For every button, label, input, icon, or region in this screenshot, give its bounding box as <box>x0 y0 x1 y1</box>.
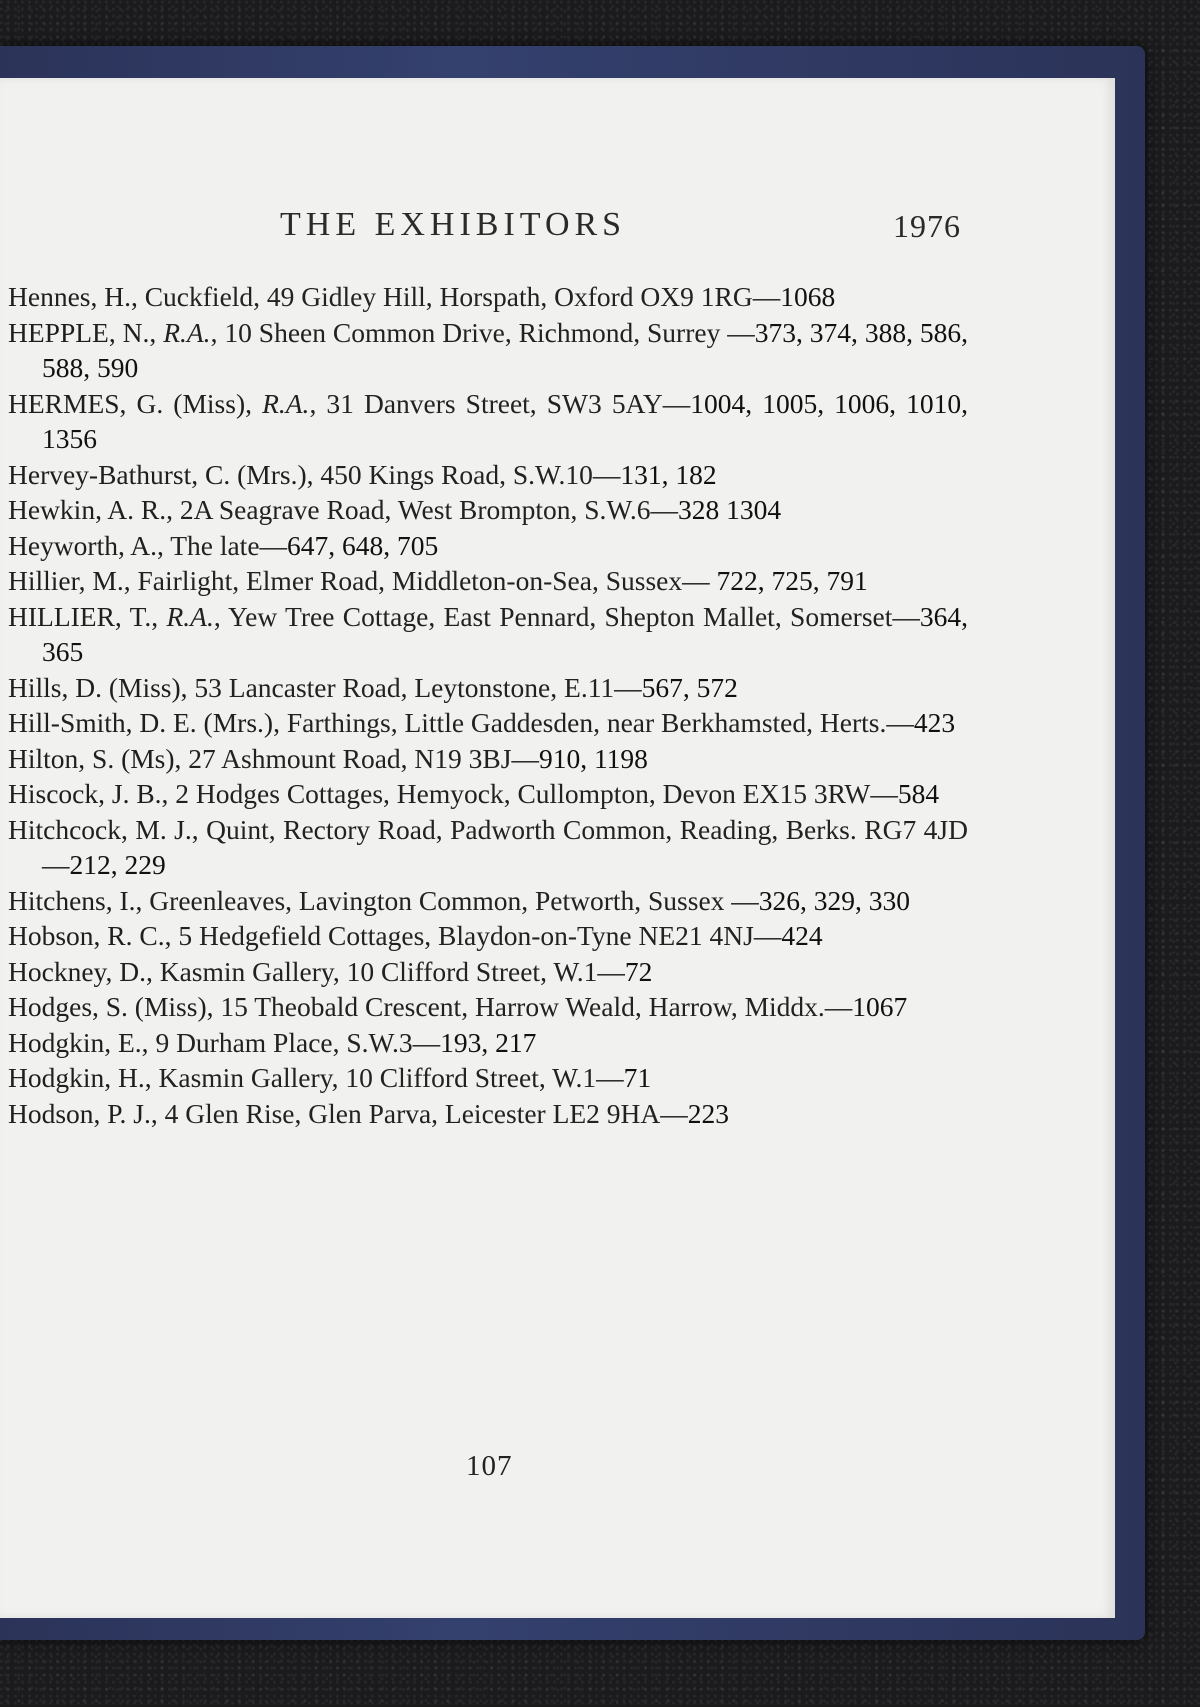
exhibitor-entry <box>8 1025 968 1061</box>
exhibitor-name: HERMES, G. (Miss), <box>8 387 252 419</box>
catalogue-numbers: —131, 182 <box>592 458 717 490</box>
catalogue-numbers: —1068 <box>752 281 836 312</box>
exhibitor-address: Kasmin Gallery, 10 Clifford Street, W.1 <box>151 1062 597 1093</box>
catalogue-numbers: —193, 217 <box>412 1026 537 1058</box>
running-head <box>0 206 1115 246</box>
academy-honor: R.A. <box>163 316 211 348</box>
exhibitor-name: HILLIER, T., <box>8 600 159 632</box>
catalogue-numbers: —326, 329, 330 <box>731 884 911 916</box>
exhibitor-entry <box>8 989 968 1025</box>
exhibitor-address: 27 Ashmount Road, N19 3BJ <box>181 742 512 774</box>
catalogue-numbers: —424 <box>753 920 823 951</box>
exhibitor-address: The late <box>163 529 260 561</box>
exhibitor-name: Hodson, P. J., <box>8 1097 158 1129</box>
page-number: 107 <box>466 1450 513 1482</box>
exhibitor-entry <box>8 279 968 315</box>
exhibitor-address: 9 Durham Place, S.W.3 <box>148 1026 413 1058</box>
academy-honor: R.A. <box>262 387 310 419</box>
catalogue-numbers: —647, 648, 705 <box>259 529 439 561</box>
catalogue-numbers: —223 <box>660 1097 730 1129</box>
exhibitor-address: 53 Lancaster Road, Leytonstone, E.11 <box>187 671 615 703</box>
exhibitor-address: Quint, Rectory Road, Padworth Common, Reading, Berks. RG7 4JD <box>198 813 968 845</box>
exhibitor-entry <box>8 315 968 386</box>
exhibitor-name: Hiscock, J. B., <box>8 778 169 809</box>
exhibitor-address: Fairlight, Elmer Road, Middleton-on-Sea, Sussex <box>130 565 683 596</box>
exhibitor-address: , 10 Sheen Common Drive, Richmond, Surrey <box>210 316 728 348</box>
exhibitor-address: 5 Hedgefield Cottages, Blaydon-on-Tyne NE21 4NJ <box>171 920 754 951</box>
catalogue-numbers: —1004, 1005, 1006, 1010, 1356 <box>42 387 969 454</box>
exhibitor-name: Hilton, S. (Ms), <box>8 742 182 774</box>
running-head-title: THE EXHIBITORS <box>280 206 627 243</box>
exhibitor-name: Hobson, R. C., <box>8 920 172 951</box>
exhibitor-list <box>8 279 968 1131</box>
exhibitor-entry <box>8 812 968 883</box>
running-head-year: 1976 <box>893 208 961 244</box>
exhibitor-address: 15 Theobald Crescent, Harrow Weald, Harrow, Middx. <box>213 991 825 1022</box>
exhibitor-name: Hitchcock, M. J., <box>8 813 199 845</box>
catalogue-numbers: —567, 572 <box>614 671 738 703</box>
exhibitor-address: , Yew Tree Cottage, East Pennard, Shepton Mallet, Somerset <box>213 600 893 632</box>
catalogue-numbers: —373, 374, 388, 586, 588, 590 <box>42 316 969 383</box>
exhibitor-name: Hervey-Bathurst, C. (Mrs.), <box>8 458 314 490</box>
exhibitor-name: Hitchens, I., <box>8 884 143 916</box>
exhibitor-entry <box>8 741 968 777</box>
catalogue-numbers: —364, 365 <box>42 600 969 667</box>
exhibitor-name: Hodges, S. (Miss), <box>8 991 214 1022</box>
exhibitor-entry <box>8 386 968 457</box>
exhibitor-entry <box>8 457 968 493</box>
catalogue-numbers: —910, 1198 <box>511 742 648 774</box>
exhibitor-entry <box>8 563 968 599</box>
exhibitor-address: Greenleaves, Lavington Common, Petworth, Sussex <box>142 884 732 916</box>
exhibitor-address: Cuckfield, 49 Gidley Hill, Horspath, Oxford OX9 1RG <box>137 281 753 312</box>
catalogue-numbers: —71 <box>596 1062 652 1093</box>
exhibitor-entry <box>8 918 968 954</box>
catalogue-numbers: — 722, 725, 791 <box>682 565 868 596</box>
exhibitor-entry <box>8 954 968 990</box>
exhibitor-name: Hodgkin, H., <box>8 1062 152 1093</box>
exhibitor-entry <box>8 883 968 919</box>
exhibitor-entry <box>8 599 968 670</box>
exhibitor-address: 2 Hodges Cottages, Hemyock, Cullompton, Devon EX15 3RW <box>168 778 871 809</box>
exhibitor-entry <box>8 1096 968 1132</box>
catalogue-numbers: —328 1304 <box>650 494 782 525</box>
exhibitor-address: 2A Seagrave Road, West Brompton, S.W.6 <box>173 494 651 525</box>
catalogue-numbers: —423 <box>886 707 956 738</box>
exhibitor-address: 450 Kings Road, S.W.10 <box>313 458 593 490</box>
exhibitor-address: 4 Glen Rise, Glen Parva, Leicester LE2 9HA <box>157 1097 661 1129</box>
exhibitor-entry <box>8 776 968 812</box>
exhibitor-name: Hewkin, A. R., <box>8 494 173 525</box>
catalogue-numbers: —1067 <box>824 991 908 1022</box>
exhibitor-address: Farthings, Little Gaddesden, near Berkhamsted, Herts. <box>279 707 887 738</box>
exhibitor-entry <box>8 528 968 564</box>
exhibitor-entry <box>8 1060 968 1096</box>
academy-honor: R.A. <box>166 600 214 632</box>
exhibitor-entry <box>8 492 968 528</box>
exhibitor-entry <box>8 705 968 741</box>
catalogue-numbers: —212, 229 <box>42 849 166 880</box>
exhibitor-name: Hillier, M., <box>8 565 131 596</box>
exhibitor-address: , 31 Danvers Street, SW3 5AY <box>309 387 663 419</box>
catalogue-numbers: —72 <box>597 955 653 987</box>
exhibitor-name: HEPPLE, N., <box>8 316 157 348</box>
exhibitor-name: Hockney, D., <box>8 955 153 987</box>
exhibitor-address: Kasmin Gallery, 10 Clifford Street, W.1 <box>152 955 598 987</box>
exhibitor-name: Hodgkin, E., <box>8 1026 149 1058</box>
exhibitor-name: Hills, D. (Miss), <box>8 671 188 703</box>
exhibitor-entry <box>8 670 968 706</box>
exhibitor-name: Hill-Smith, D. E. (Mrs.), <box>8 707 280 738</box>
catalogue-numbers: —584 <box>870 778 940 809</box>
exhibitor-name: Hennes, H., <box>8 281 138 312</box>
exhibitor-name: Heyworth, A., <box>8 529 164 561</box>
